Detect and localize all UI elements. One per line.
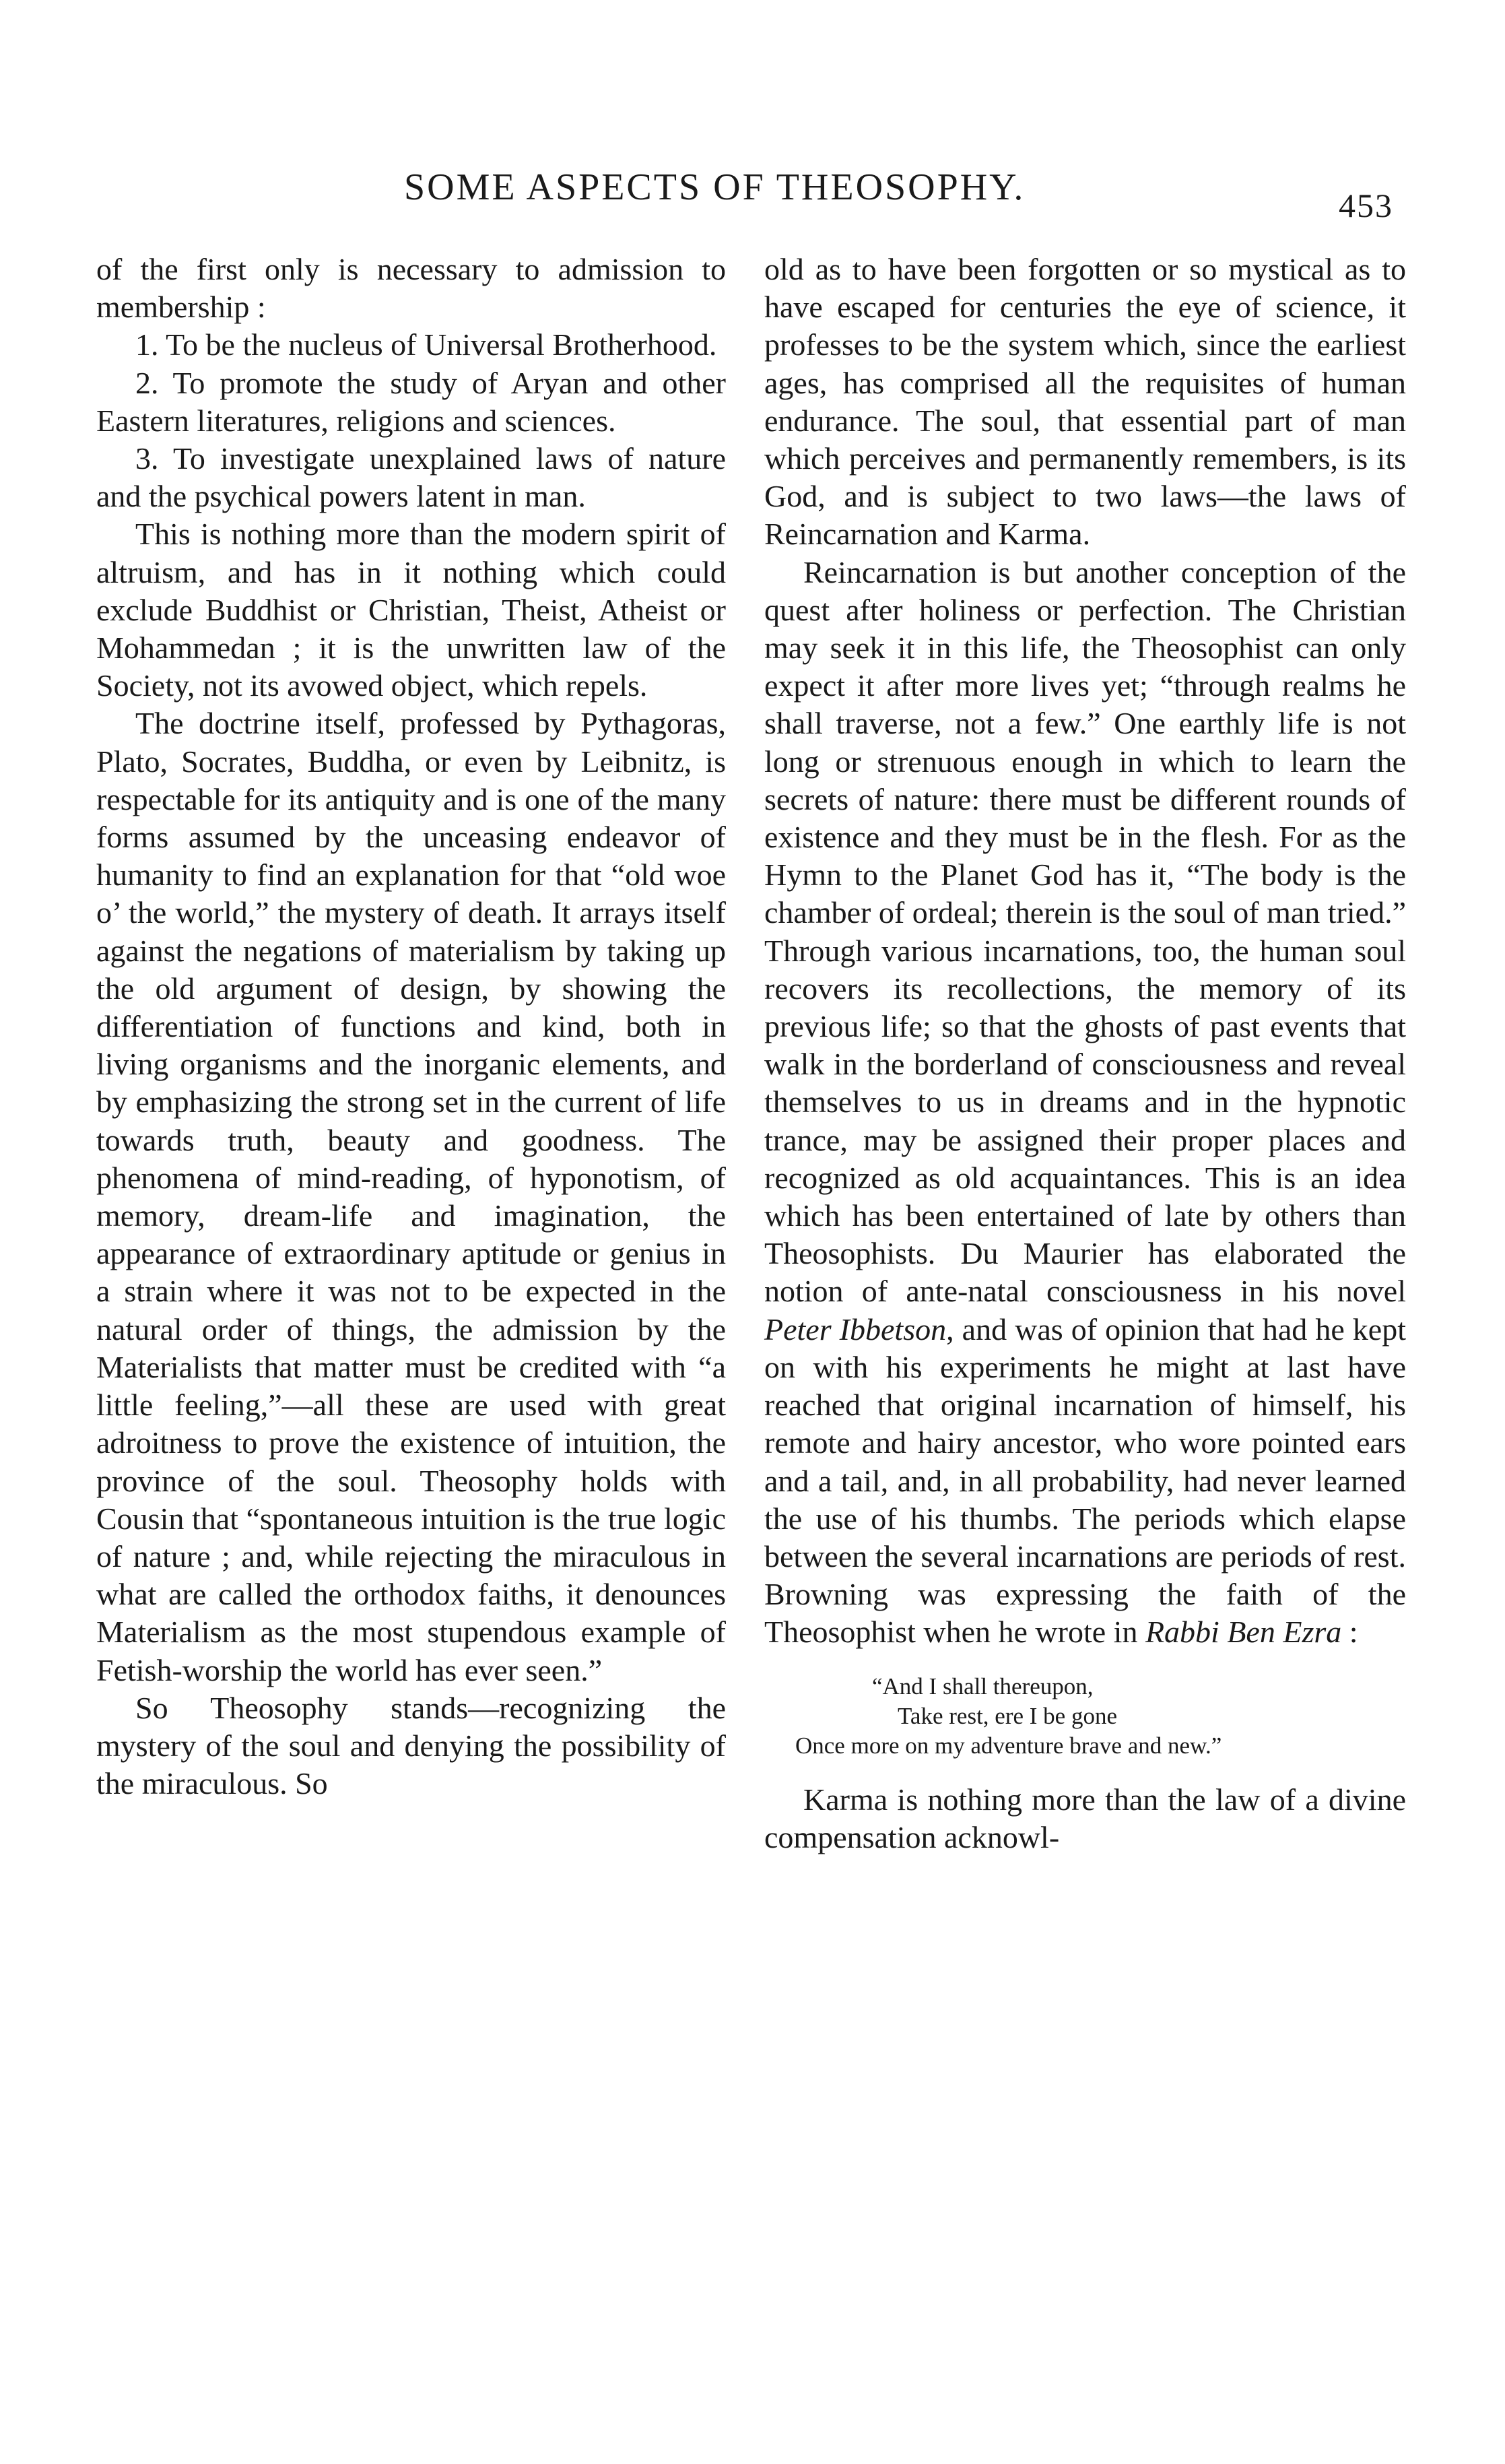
- reincarnation-text: Reincarnation is but another conception of the quest after holiness or perfection. The Christian may seek it in this life, the Theosophist can only expect it after more lives yet; “through realms he shall traverse, not a few.” One earthly life is not long or strenuous enough in which to learn the secrets of nature: there must be different rounds of existence and they must be in the flesh. For as the Hymn to the Planet God has it, “The body is the chamber of ordeal; therein is the soul of man tried.” Through various incarnations, too, the human soul recovers its recollections, the memory of its previous life; so that the ghosts of past events that walk in the borderland of consciousness and reveal themselves to us in dreams and in the hypnotic trance, may be assigned their proper places and recognized as old acquaintances. This is an idea which has been entertained of late by others than Theosophists. Du Maurier has elaborated the notion of ante-natal consciousness in his novel: [764, 554, 1406, 1309]
- paragraph-continued: old as to have been forgotten or so mystical as to have escaped for centuries the eye of science, it professes to be the system which, since the earliest ages, has comprised all the requisites of human endurance. The soul, that essential part of man which perceives and permanently remembers, is its God, and is subject to two laws—the laws of Reincarnation and Karma.: [764, 252, 1406, 552]
- paragraph-karma: Karma is nothing more than the law of a divine compensation acknowl-: [764, 1782, 1406, 1854]
- society-object-2: 2. To promote the study of Aryan and other Eastern literatures, religions and sciences.: [96, 365, 726, 438]
- page-number: 453: [1339, 187, 1393, 224]
- reincarnation-text-end: :: [1341, 1615, 1358, 1650]
- right-column: [764, 251, 1406, 1856]
- verse-quotation: [764, 1672, 1406, 1761]
- society-object-3: 3. To investigate unexplained laws of nature and the psychical powers latent in man.: [96, 441, 726, 514]
- novel-title: Peter Ibbetson: [764, 1311, 947, 1347]
- paragraph-so-theosophy: So Theosophy stands—recognizing the mystery of the soul and denying the possibility of the miraculous. So: [96, 1690, 726, 1801]
- paragraph-reincarnation: [764, 554, 1406, 1652]
- society-object-1: 1. To be the nucleus of Universal Brotherhood.: [135, 327, 717, 362]
- verse-line: Once more on my adventure brave and new.”: [795, 1732, 1222, 1759]
- intro-text: of the first only is necessary to admission to membership :: [96, 252, 726, 325]
- running-title: SOME ASPECTS OF THEOSOPHY.: [404, 166, 1026, 208]
- reincarnation-text-continued: , and was of opinion that had he kept on with his experiments he might at last have reached that original incarnation of himself, his remote and hairy ancestor, who wore pointed ears and a tail, and, in all probability, had never learned the use of his thumbs. The periods which elapse between the several incarnations are periods of rest. Browning was expressing the faith of the Theosophist when he wrote in: [764, 1311, 1407, 1650]
- poem-title: Rabbi Ben Ezra: [1145, 1615, 1342, 1650]
- verse-line: Take rest, ere I be gone: [898, 1702, 1117, 1729]
- paragraph-doctrine: The doctrine itself, professed by Pythagoras, Plato, Socrates, Buddha, or even by Leibnitz, is respectable for its antiquity and is one of the many forms assumed by the unceasing endeavor of humanity to find an explanation for that “old woe o’ the world,” the mystery of death. It arrays itself against the negations of materialism by taking up the old argument of design, by showing the differentiation of functions and kind, both in living organisms and the inorganic elements, and by emphasizing the strong set in the current of life towards truth, beauty and goodness. The phenomena of mind-reading, of hyponotism, of memory, dream-life and imagination, the appearance of extraordinary aptitude or genius in a strain where it was not to be expected in the natural order of things, the admission by the Materialists that matter must be credited with “a little feeling,”—all these are used with great adroitness to prove the existence of intuition, the province of the soul. Theosophy holds with Cousin that “spontaneous intuition is the true logic of nature ; and, while rejecting the miraculous in what are called the orthodox faiths, it denounces Materialism as the most stupendous example of Fetish-worship the world has ever seen.”: [96, 706, 726, 1687]
- left-column: [96, 251, 726, 1803]
- paragraph-altruism: This is nothing more than the modern spirit of altruism, and has in it nothing which could exclude Buddhist or Christian, Theist, Atheist or Mohammedan ; it is the unwritten law of the Society, not its avowed object, which repels.: [96, 517, 726, 703]
- verse-line: “And I shall thereupon,: [872, 1673, 1094, 1699]
